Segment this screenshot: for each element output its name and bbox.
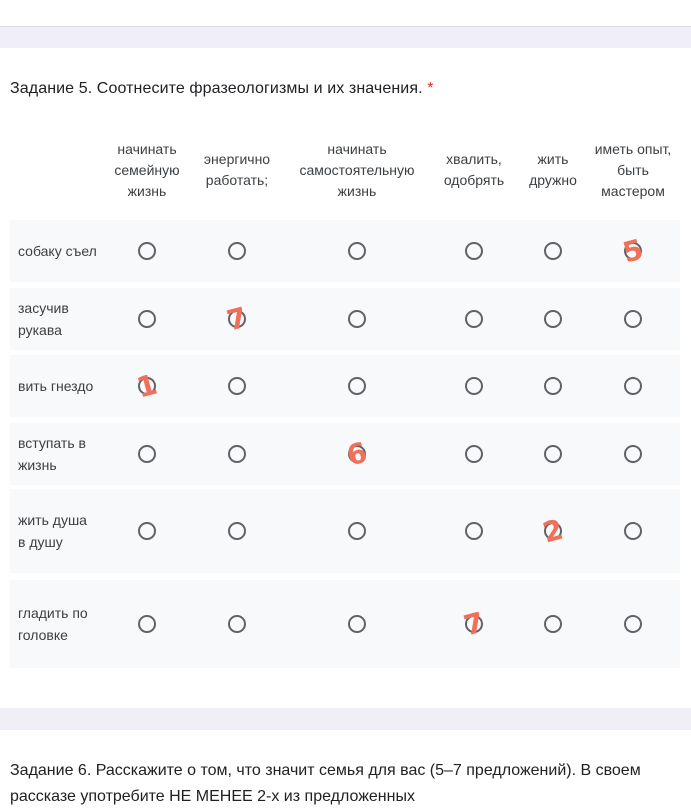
- radio-button[interactable]: [348, 522, 366, 540]
- section-divider: [0, 26, 691, 49]
- question-6-card: [0, 730, 691, 808]
- radio-button[interactable]: [465, 377, 483, 395]
- grid-row: [10, 580, 680, 668]
- radio-button[interactable]: [465, 522, 483, 540]
- row-label: засучив рукава: [18, 300, 69, 338]
- radio-button[interactable]: [228, 522, 246, 540]
- radio-button[interactable]: [624, 445, 642, 463]
- column-header: начинать самостоятельную жизнь: [299, 140, 415, 199]
- grid-row: [10, 489, 680, 573]
- radio-button[interactable]: [228, 445, 246, 463]
- radio-button[interactable]: [624, 242, 642, 260]
- handwritten-mark: 7: [460, 605, 488, 643]
- radio-button[interactable]: [465, 242, 483, 260]
- row-label: вступать в жизнь: [18, 435, 86, 473]
- radio-button[interactable]: [544, 522, 562, 540]
- handwritten-mark: 1: [133, 367, 161, 405]
- row-label: вить гнездо: [18, 378, 94, 394]
- radio-button[interactable]: [544, 615, 562, 633]
- question-5-title-text: Задание 5. Соотнесите фразеологизмы и их значения.: [10, 80, 423, 97]
- column-header: начинать семейную жизнь: [114, 140, 180, 199]
- radio-button[interactable]: [544, 445, 562, 463]
- grid-row: [10, 220, 680, 282]
- grid-row: [10, 423, 680, 485]
- column-header: энергично работать;: [203, 151, 271, 188]
- radio-button[interactable]: [544, 242, 562, 260]
- radio-button[interactable]: [228, 242, 246, 260]
- required-asterisk: *: [427, 80, 434, 97]
- row-label: собаку съел: [18, 243, 97, 259]
- radio-button[interactable]: [624, 377, 642, 395]
- column-header: хвалить, одобрять: [443, 151, 505, 188]
- column-header: иметь опыт, быть мастером: [594, 140, 672, 199]
- radio-button[interactable]: [228, 377, 246, 395]
- radio-button[interactable]: [348, 310, 366, 328]
- radio-button[interactable]: [348, 615, 366, 633]
- radio-button[interactable]: [624, 310, 642, 328]
- radio-button[interactable]: [544, 310, 562, 328]
- radio-button[interactable]: [138, 445, 156, 463]
- radio-button[interactable]: [138, 522, 156, 540]
- row-label: жить душа в душу: [18, 512, 87, 550]
- column-header: жить дружно: [529, 151, 577, 188]
- radio-button[interactable]: [228, 615, 246, 633]
- radio-button[interactable]: [348, 242, 366, 260]
- handwritten-mark: 6: [343, 435, 371, 473]
- handwritten-mark: 7: [223, 300, 251, 338]
- radio-button[interactable]: [624, 522, 642, 540]
- question-5-title: [10, 80, 434, 98]
- radio-button[interactable]: [138, 310, 156, 328]
- radio-button[interactable]: [544, 377, 562, 395]
- radio-button[interactable]: [624, 615, 642, 633]
- radio-button[interactable]: [465, 445, 483, 463]
- question-5-card: [0, 48, 691, 708]
- radio-button[interactable]: [138, 377, 156, 395]
- radio-button[interactable]: [348, 445, 366, 463]
- row-label: гладить по головке: [18, 605, 88, 643]
- grid-row: [10, 355, 680, 417]
- previous-question-card: [0, 0, 691, 26]
- handwritten-mark: 5: [619, 232, 647, 270]
- radio-button[interactable]: [348, 377, 366, 395]
- handwritten-mark: 2: [539, 512, 567, 550]
- section-divider: [0, 708, 691, 730]
- radio-button[interactable]: [138, 615, 156, 633]
- grid-row: [10, 288, 680, 350]
- radio-button[interactable]: [228, 310, 246, 328]
- radio-button[interactable]: [465, 615, 483, 633]
- question-6-text: Задание 6. Расскажите о том, что значит семья для вас (5–7 предложений). В своем рассказе употребите НЕ МЕНЕЕ 2-х из предложенных: [10, 762, 641, 805]
- radio-button[interactable]: [465, 310, 483, 328]
- radio-button[interactable]: [138, 242, 156, 260]
